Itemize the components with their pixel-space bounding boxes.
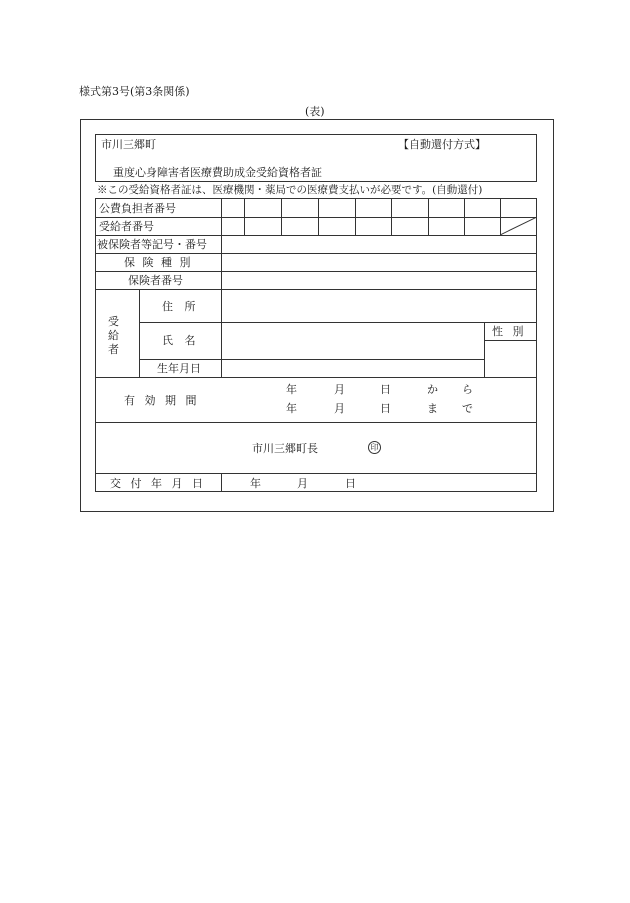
name-label: 氏 名 <box>162 334 200 347</box>
valid-from-day: 日 <box>380 383 391 396</box>
valid-from-ka: か <box>427 383 438 396</box>
valid-to-day: 日 <box>380 402 391 415</box>
gender-label: 性 別 <box>492 325 527 338</box>
birth-date-label: 生年月日 <box>157 362 201 375</box>
recipient-vertical-1: 受 <box>108 315 119 328</box>
validity-period-label: 有 効 期 間 <box>124 394 200 407</box>
form-number: 様式第3号(第3条関係) <box>79 85 190 98</box>
insurance-type-label: 保 険 種 別 <box>124 256 193 269</box>
issuer-title: 市川三郷町長 <box>252 442 318 455</box>
notice-text: ※この受給資格者証は、医療機関・薬局での医療費支払いが必要です。(自動還付) <box>97 184 483 196</box>
unused-cell-slash <box>500 217 537 235</box>
insurer-number-label: 保険者番号 <box>128 274 183 287</box>
valid-to-month: 月 <box>334 402 345 415</box>
issue-month: 月 <box>297 477 308 490</box>
municipality-name: 市川三郷町 <box>101 138 156 151</box>
insured-symbol-number-label: 被保険者等記号・番号 <box>97 238 207 251</box>
issue-year: 年 <box>250 477 261 490</box>
valid-from-ra: ら <box>462 383 473 396</box>
recipient-vertical-2: 給 <box>108 329 119 342</box>
recipient-number-label: 受給者番号 <box>99 220 154 233</box>
recipient-vertical-3: 者 <box>108 343 119 356</box>
valid-to-year: 年 <box>286 402 297 415</box>
valid-from-year: 年 <box>286 383 297 396</box>
seal-mark: 印 <box>368 441 381 454</box>
valid-to-de: で <box>462 402 473 415</box>
valid-to-ma: ま <box>427 402 438 415</box>
address-label: 住 所 <box>162 300 200 313</box>
issue-day: 日 <box>345 477 356 490</box>
issue-date-label: 交 付 年 月 日 <box>110 477 206 490</box>
certificate-title: 重度心身障害者医療費助成金受給資格者証 <box>113 166 322 179</box>
method-label: 【自動還付方式】 <box>398 138 486 151</box>
public-payer-number-label: 公費負担者番号 <box>99 202 176 215</box>
side-label: (表) <box>305 105 325 118</box>
valid-from-month: 月 <box>334 383 345 396</box>
